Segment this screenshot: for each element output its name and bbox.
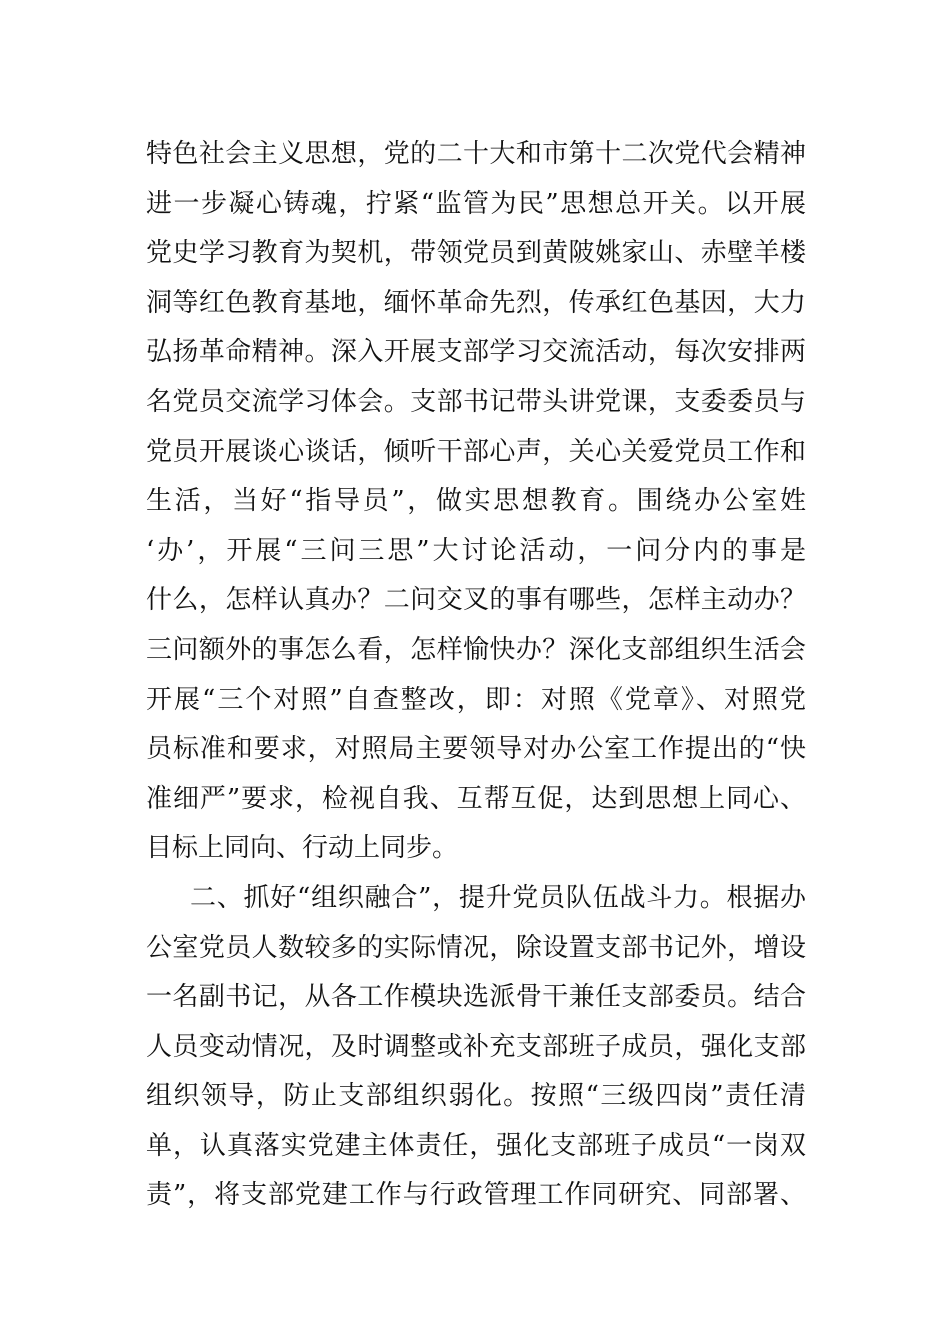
text-line: 开展“三个对照”自查整改，即：对照《党章》、对照党 <box>146 684 806 715</box>
text-line: 责”，将支部党建工作与行政管理工作同研究、同部署、 <box>146 1180 806 1211</box>
text-line: 人员变动情况，及时调整或补充支部班子成员，强化支部 <box>146 1031 806 1062</box>
text-line: 员标准和要求，对照局主要领导对办公室工作提出的“快 <box>146 734 806 765</box>
text-line: 三问额外的事怎么看，怎样愉快办？深化支部组织生活会 <box>146 634 806 665</box>
text-line: 单，认真落实党建主体责任，强化支部班子成员“一岗双 <box>146 1130 806 1161</box>
text-line: 目标上同向、行动上同步。 <box>146 833 459 864</box>
text-line: 准细严”要求，检视自我、互帮互促，达到思想上同心、 <box>146 783 806 814</box>
text-line: 什么，怎样认真办？二问交叉的事有哪些，怎样主动办？ <box>146 585 806 616</box>
text-line: 党史学习教育为契机，带领党员到黄陂姚家山、赤壁羊楼 <box>146 238 806 269</box>
text-line: 弘扬革命精神。深入开展支部学习交流活动，每次安排两 <box>146 337 806 368</box>
text-line: ‘办’，开展“三问三思”大讨论活动，一问分内的事是 <box>146 535 806 566</box>
text-line: 洞等红色教育基地，缅怀革命先烈，传承红色基因，大力 <box>146 287 806 318</box>
text-line: 进一步凝心铸魂，拧紧“监管为民”思想总开关。以开展 <box>146 188 806 219</box>
text-line: 组织领导，防止支部组织弱化。按照“三级四岗”责任清 <box>146 1081 806 1112</box>
text-line: 特色社会主义思想，党的二十大和市第十二次党代会精神 <box>146 139 806 169</box>
text-line: 名党员交流学习体会。支部书记带头讲党课，支委委员与 <box>146 386 806 417</box>
body-text <box>146 130 806 1221</box>
text-line: 公室党员人数较多的实际情况，除设置支部书记外，增设 <box>146 932 806 963</box>
text-line: 生活，当好“指导员”，做实思想教育。围绕办公室姓 <box>146 486 806 517</box>
text-line: 一名副书记，从各工作模块选派骨干兼任支部委员。结合 <box>146 982 806 1013</box>
text-line: 党员开展谈心谈话，倾听干部心声，关心关爱党员工作和 <box>146 436 806 467</box>
section-heading-line: 二、抓好“组织融合”，提升党员队伍战斗力。根据办 <box>190 882 806 913</box>
